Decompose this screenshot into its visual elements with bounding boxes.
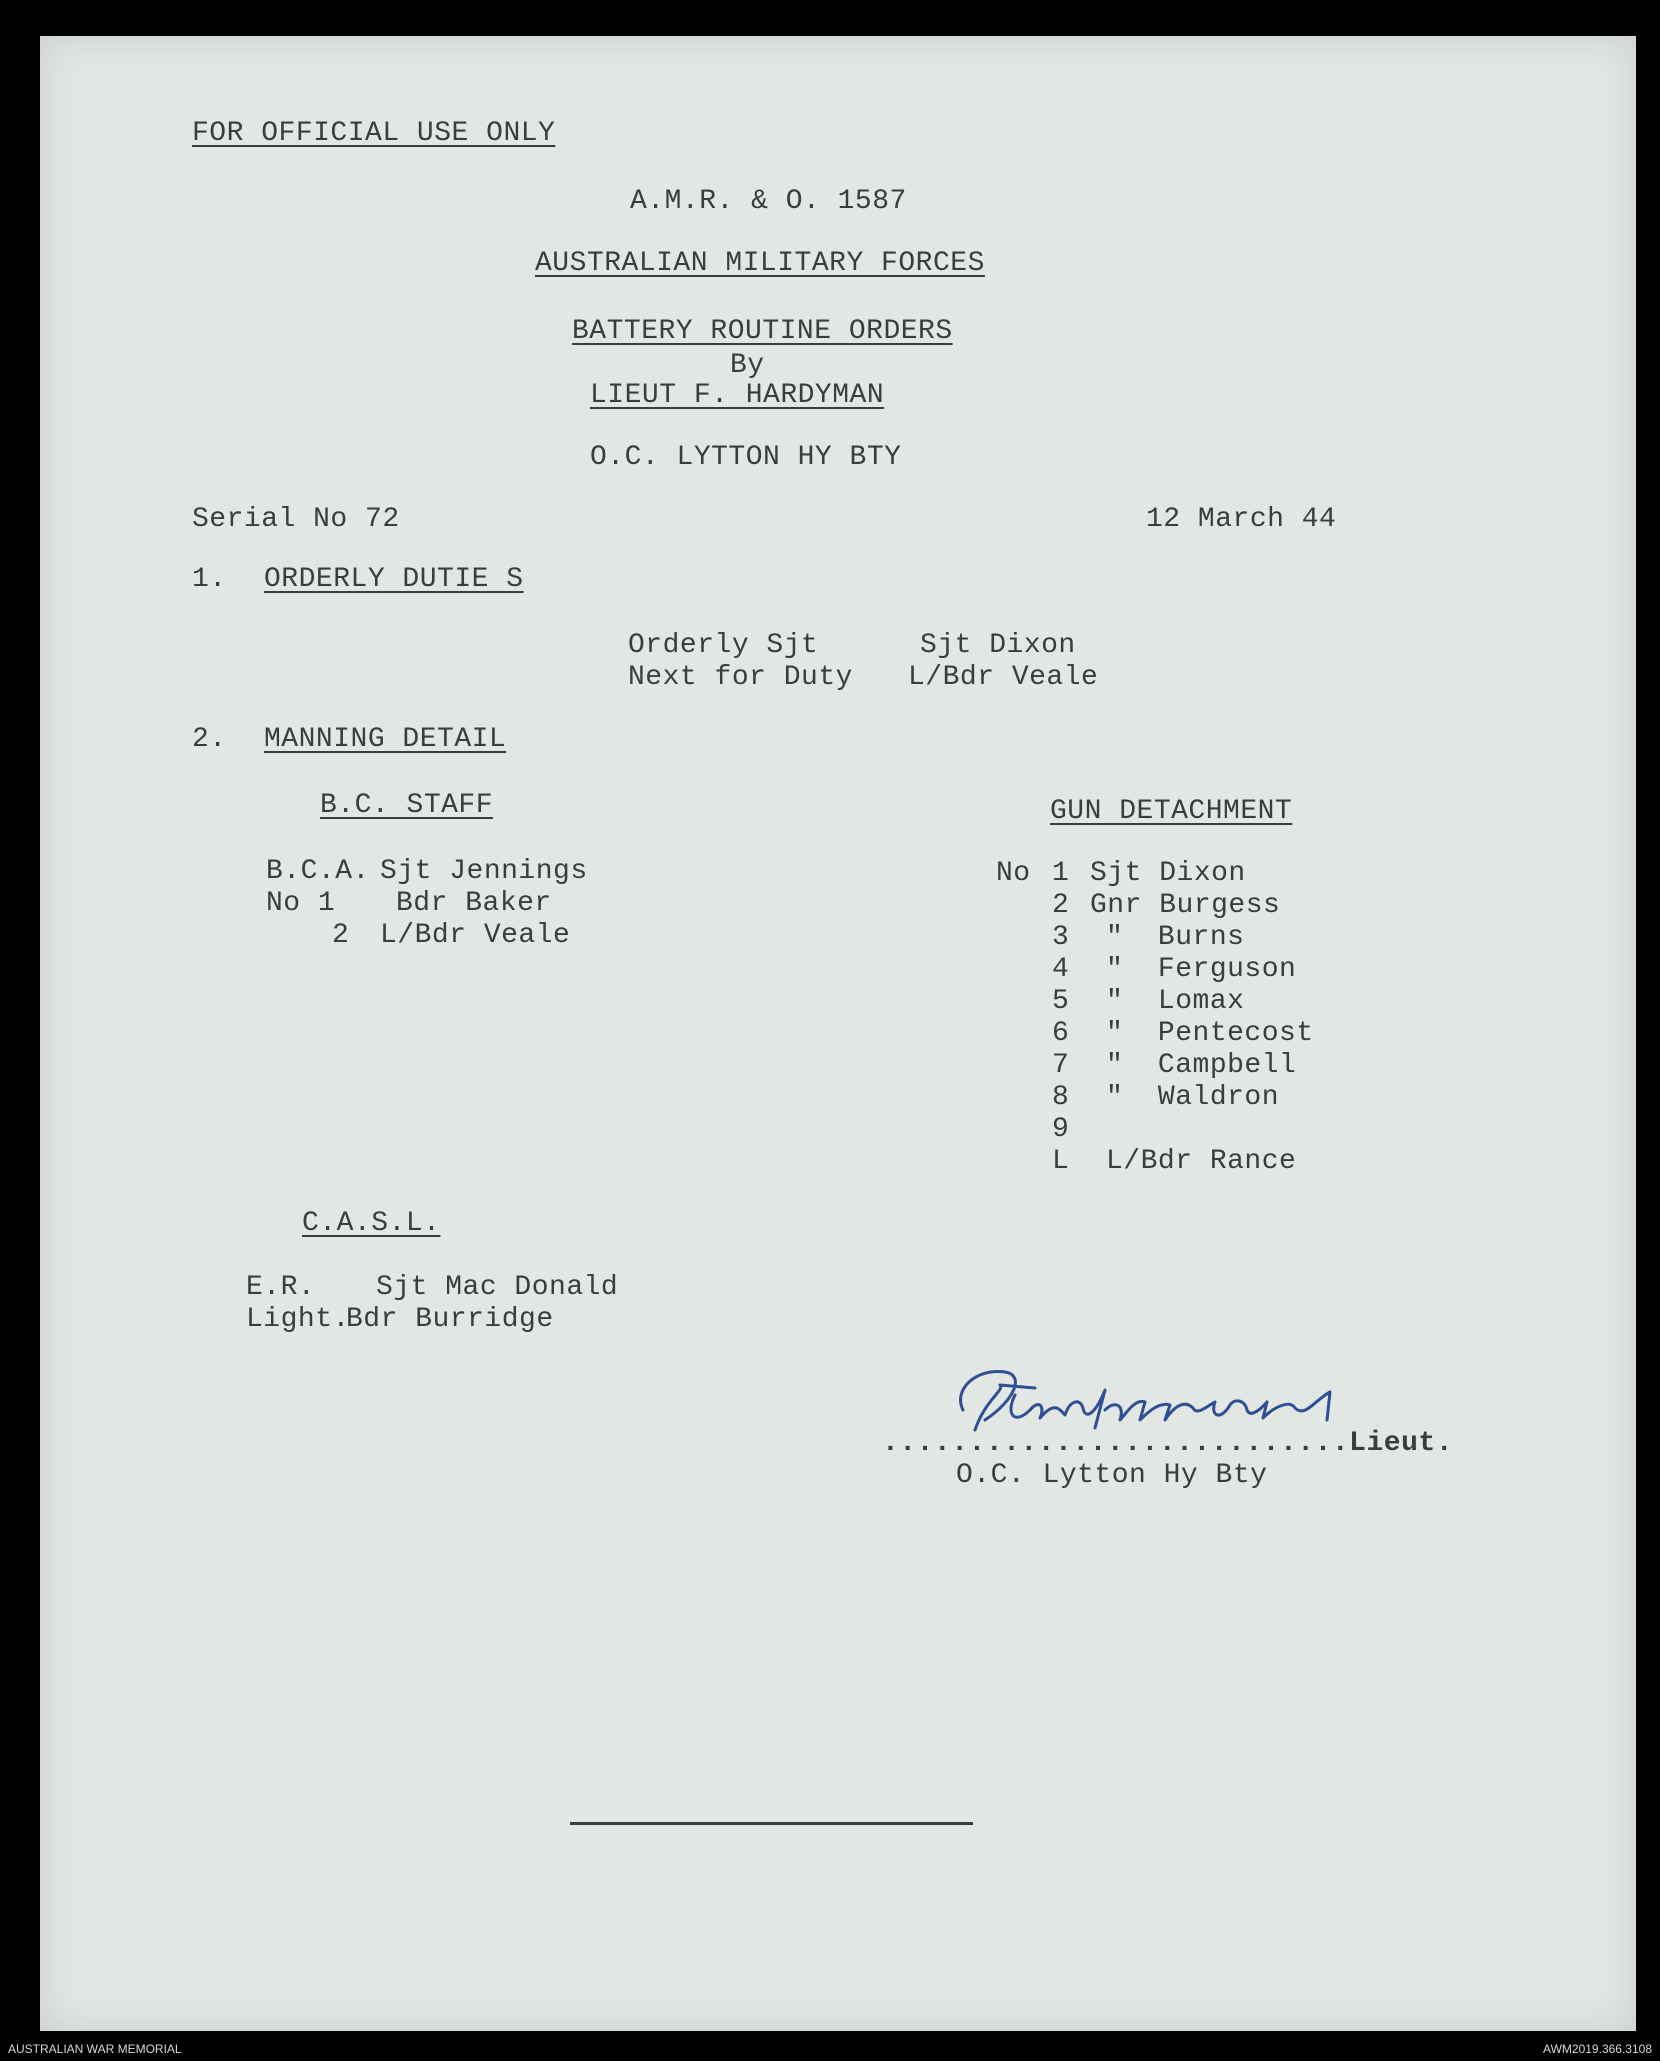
duty-name: L/Bdr Veale xyxy=(908,662,1099,693)
bc-staff-post: No 1 xyxy=(266,888,336,919)
casl-name: Sjt Mac Donald xyxy=(376,1272,619,1303)
gun-member: L/Bdr Rance xyxy=(1106,1146,1297,1177)
section2-number: 2. xyxy=(192,724,227,755)
gun-member: " Waldron xyxy=(1106,1082,1280,1113)
duty-role: Next for Duty xyxy=(628,662,853,693)
gun-member: " Pentecost xyxy=(1106,1018,1314,1049)
gun-detachment-heading: GUN DETACHMENT xyxy=(1050,796,1293,827)
duty-name: Sjt Dixon xyxy=(920,630,1076,661)
closing-rule xyxy=(570,1822,973,1825)
gun-no: 7 xyxy=(1052,1050,1070,1081)
serial-number: Serial No 72 xyxy=(192,504,400,535)
section1-heading: ORDERLY DUTIE S xyxy=(264,564,524,595)
bc-staff-heading: B.C. STAFF xyxy=(320,790,494,821)
by-label: By xyxy=(730,350,765,381)
gun-member: " Campbell xyxy=(1106,1050,1297,1081)
gun-member: " Lomax xyxy=(1106,986,1245,1017)
casl-post: Light. xyxy=(246,1304,350,1335)
gun-no: 2 xyxy=(1052,890,1070,921)
order-date: 12 March 44 xyxy=(1146,504,1337,535)
document-title: BATTERY ROUTINE ORDERS xyxy=(572,316,953,347)
unit-line: O.C. LYTTON HY BTY xyxy=(590,442,902,473)
archive-footer-right: AWM2019.366.3108 xyxy=(1543,2042,1652,2056)
gun-no: 9 xyxy=(1052,1114,1070,1145)
gun-member: " Ferguson xyxy=(1106,954,1297,985)
signature-block: O.C. Lytton Hy Bty xyxy=(956,1460,1268,1491)
archive-footer xyxy=(0,2040,1660,2061)
casl-heading: C.A.S.L. xyxy=(302,1208,441,1239)
bc-staff-post: 2 xyxy=(332,920,350,951)
bc-staff-name: Sjt Jennings xyxy=(380,856,588,887)
gun-no: 3 xyxy=(1052,922,1070,953)
gun-no: 8 xyxy=(1052,1082,1070,1113)
gun-no: 6 xyxy=(1052,1018,1070,1049)
casl-name: Bdr Burridge xyxy=(346,1304,554,1335)
classification-label: FOR OFFICIAL USE ONLY xyxy=(192,118,556,149)
bc-staff-name: L/Bdr Veale xyxy=(380,920,571,951)
bc-staff-name: Bdr Baker xyxy=(396,888,552,919)
section1-number: 1. xyxy=(192,564,227,595)
gun-no: 1 xyxy=(1052,858,1070,889)
gun-no: 4 xyxy=(1052,954,1070,985)
organisation-title: AUSTRALIAN MILITARY FORCES xyxy=(535,248,985,279)
section2-heading: MANNING DETAIL xyxy=(264,724,507,755)
duty-role: Orderly Sjt xyxy=(628,630,819,661)
reference-line: A.M.R. & O. 1587 xyxy=(630,186,907,217)
casl-post: E.R. xyxy=(246,1272,316,1303)
officer-name: LIEUT F. HARDYMAN xyxy=(590,380,885,411)
gun-member: " Burns xyxy=(1106,922,1245,953)
signature-dotted-line: ...........................Lieut. xyxy=(882,1428,1453,1459)
gun-no-prefix: No xyxy=(996,858,1031,889)
bc-staff-post: B.C.A. xyxy=(266,856,370,887)
archive-footer-left: AUSTRALIAN WAR MEMORIAL xyxy=(8,2042,182,2056)
gun-no: L xyxy=(1052,1146,1070,1177)
gun-member: Gnr Burgess xyxy=(1090,890,1281,921)
gun-no: 5 xyxy=(1052,986,1070,1017)
gun-member: Sjt Dixon xyxy=(1090,858,1246,889)
